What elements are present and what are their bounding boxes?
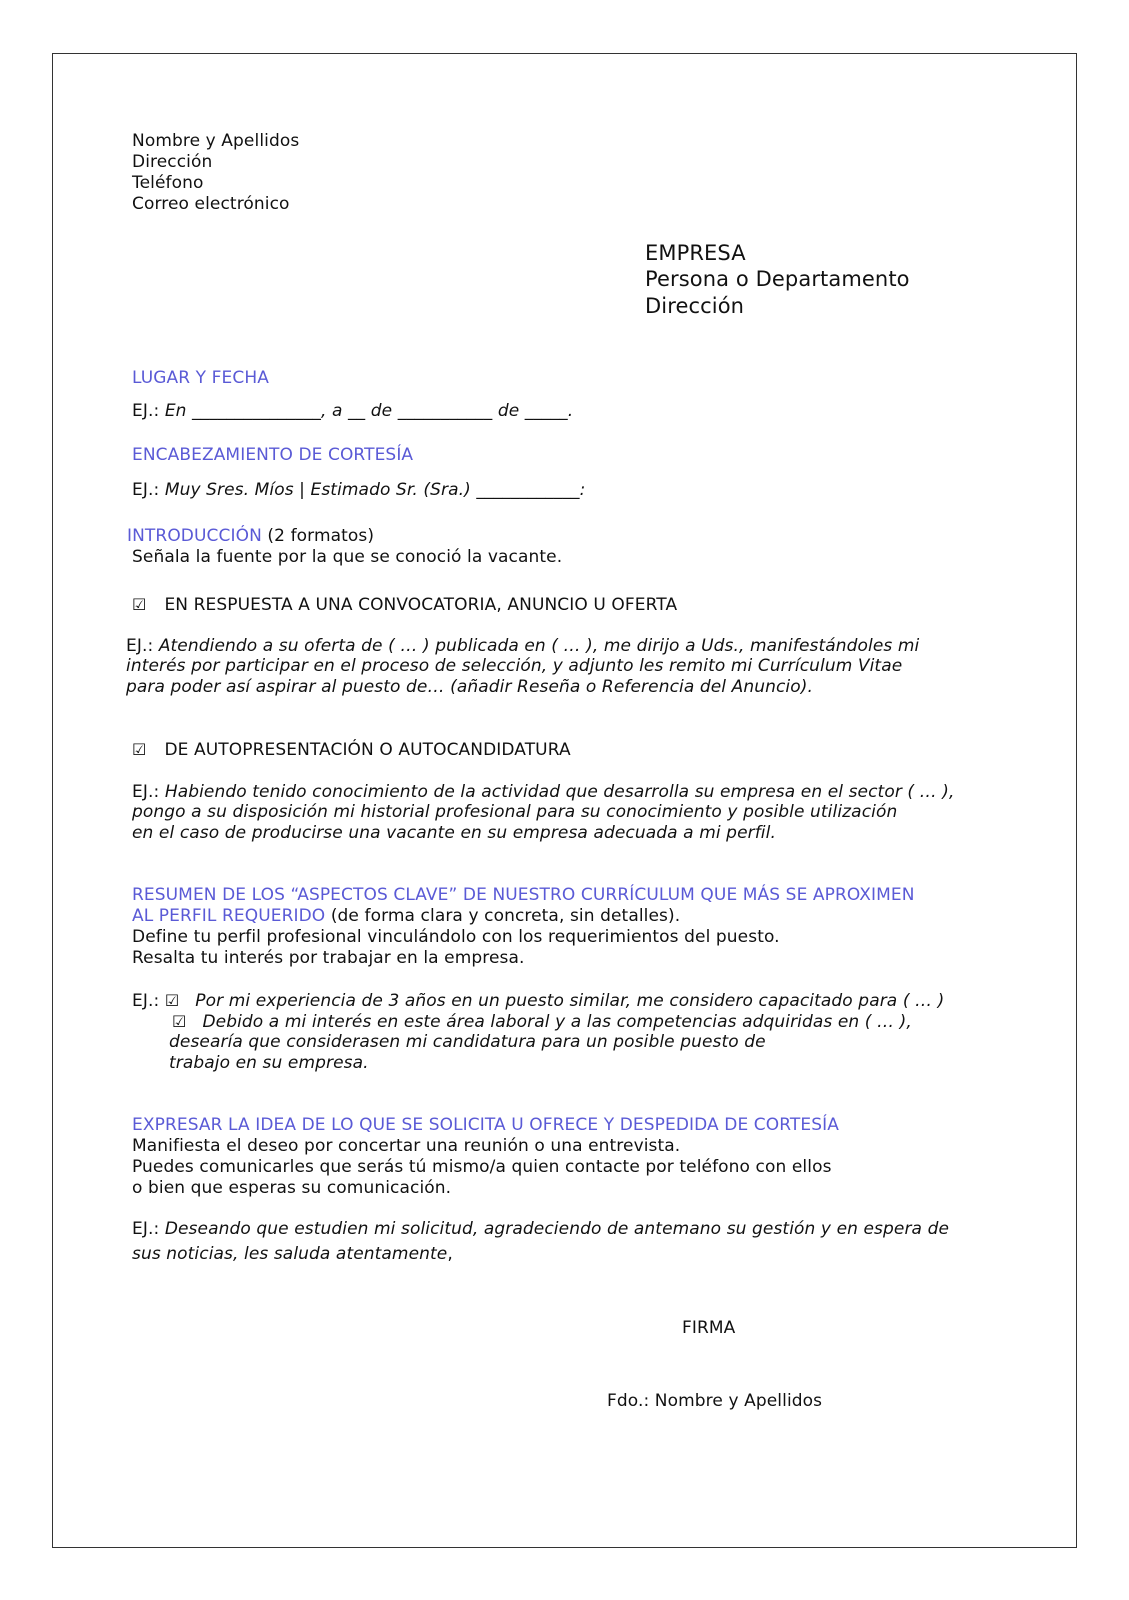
ej-prefix: EJ.: xyxy=(132,401,160,421)
intro-option1-ex-line1 xyxy=(126,636,919,657)
intro-description: Señala la fuente por la que se conoció la vacante. xyxy=(132,547,563,567)
closing-example-comma: , xyxy=(447,1244,453,1264)
summary-heading-2: AL PERFIL REQUERIDO xyxy=(132,906,326,926)
summary-heading-line1: RESUMEN DE LOS “ASPECTOS CLAVE” DE NUESTRO CURRÍCULUM QUE MÁS SE APROXIMEN xyxy=(132,885,915,905)
intro-option1-text-2: interés por participar en el proceso de selección, y adjunto les remito mi Currículum Vitae xyxy=(126,656,903,676)
intro-option2-text-3: en el caso de producirse una vacante en su empresa adecuada a mi perfil. xyxy=(132,823,776,843)
ej-prefix: EJ.: xyxy=(132,480,160,500)
closing-desc-3: o bien que esperas su comunicación. xyxy=(132,1178,452,1198)
summary-desc-2: Resalta tu interés por trabajar en la empresa. xyxy=(132,948,525,968)
intro-heading-line xyxy=(127,526,374,547)
sender-phone: Teléfono xyxy=(132,173,204,193)
checkbox-checked-icon: ☑ xyxy=(132,740,147,759)
summary-example-2 xyxy=(172,1011,912,1033)
sender-address: Dirección xyxy=(132,152,213,172)
closing-example-1 xyxy=(132,1219,949,1240)
intro-option1-text-3: para poder así aspirar al puesto de… (añadir Reseña o Referencia del Anuncio). xyxy=(126,677,813,697)
greeting-example xyxy=(132,480,585,501)
summary-ex1-text: Por mi experiencia de 3 años en un puesto similar, me considero capacitado para ( … ) xyxy=(195,991,945,1011)
checkbox-checked-icon: ☑ xyxy=(132,595,147,614)
ej-prefix: EJ.: xyxy=(126,636,154,656)
signature-label: FIRMA xyxy=(682,1318,736,1338)
sender-email: Correo electrónico xyxy=(132,194,290,214)
intro-option2 xyxy=(132,739,571,761)
intro-option2-text-2: pongo a su disposición mi historial profesional para su conocimiento y posible utilización xyxy=(132,802,898,822)
summary-ex2-text-1: Debido a mi interés en este área laboral y a las competencias adquiridas en ( … ), xyxy=(202,1012,912,1032)
closing-example-2 xyxy=(132,1244,453,1265)
closing-example-text-1: Deseando que estudien mi solicitud, agradeciendo de antemano su gestión y en espera de xyxy=(164,1219,950,1239)
summary-desc-1: Define tu perfil profesional vinculándolo con los requerimientos del puesto. xyxy=(132,927,780,947)
summary-ex2-text-3: trabajo en su empresa. xyxy=(169,1053,369,1073)
intro-heading-note: (2 formatos) xyxy=(267,526,375,546)
recipient-company: EMPRESA xyxy=(645,241,746,265)
intro-option1 xyxy=(132,594,677,616)
recipient-person: Persona o Departamento xyxy=(645,267,910,291)
closing-desc-2: Puedes comunicarles que serás tú mismo/a quien contacte por teléfono con ellos xyxy=(132,1157,832,1177)
ej-prefix: EJ.: xyxy=(132,1219,160,1239)
signature-fdo: Fdo.: Nombre y Apellidos xyxy=(607,1391,823,1411)
intro-option1-text-1: Atendiendo a su oferta de ( … ) publicada en ( … ), me dirijo a Uds., manifestándoles mi xyxy=(158,636,920,656)
intro-option1-label: EN RESPUESTA A UNA CONVOCATORIA, ANUNCIO U OFERTA xyxy=(164,595,678,615)
closing-heading: EXPRESAR LA IDEA DE LO QUE SE SOLICITA U OFRECE Y DESPEDIDA DE CORTESÍA xyxy=(132,1115,839,1135)
intro-heading: INTRODUCCIÓN xyxy=(127,526,262,546)
intro-option2-label: DE AUTOPRESENTACIÓN O AUTOCANDIDATURA xyxy=(164,740,571,760)
summary-heading-note: (de forma clara y concreta, sin detalles). xyxy=(330,906,681,926)
sender-name: Nombre y Apellidos xyxy=(132,131,300,151)
checkbox-checked-icon: ☑ xyxy=(164,991,180,1010)
intro-option2-text-1: Habiendo tenido conocimiento de la actividad que desarrolla su empresa en el sector ( … ), xyxy=(164,782,955,802)
ej-prefix: EJ.: xyxy=(132,782,160,802)
closing-example-text-2: sus noticias, les saluda atentamente xyxy=(132,1244,448,1264)
place-date-heading: LUGAR Y FECHA xyxy=(132,368,269,388)
greeting-text: Muy Sres. Míos | Estimado Sr. (Sra.) ____________: xyxy=(164,480,586,500)
summary-ex2-text-2: desearía que considerasen mi candidatura para un posible puesto de xyxy=(169,1032,766,1052)
checkbox-checked-icon: ☑ xyxy=(172,1012,187,1031)
place-date-example xyxy=(132,401,573,422)
place-date-text: En _______________, a __ de ___________ de _____. xyxy=(164,401,574,421)
greeting-heading: ENCABEZAMIENTO DE CORTESÍA xyxy=(132,445,414,465)
recipient-address: Dirección xyxy=(645,294,745,318)
closing-desc-1: Manifiesta el deseo por concertar una reunión o una entrevista. xyxy=(132,1136,681,1156)
intro-option2-ex-line1 xyxy=(132,782,954,803)
summary-heading-line2 xyxy=(132,906,680,927)
summary-example-1 xyxy=(132,990,944,1012)
ej-prefix: EJ.: xyxy=(132,991,160,1011)
